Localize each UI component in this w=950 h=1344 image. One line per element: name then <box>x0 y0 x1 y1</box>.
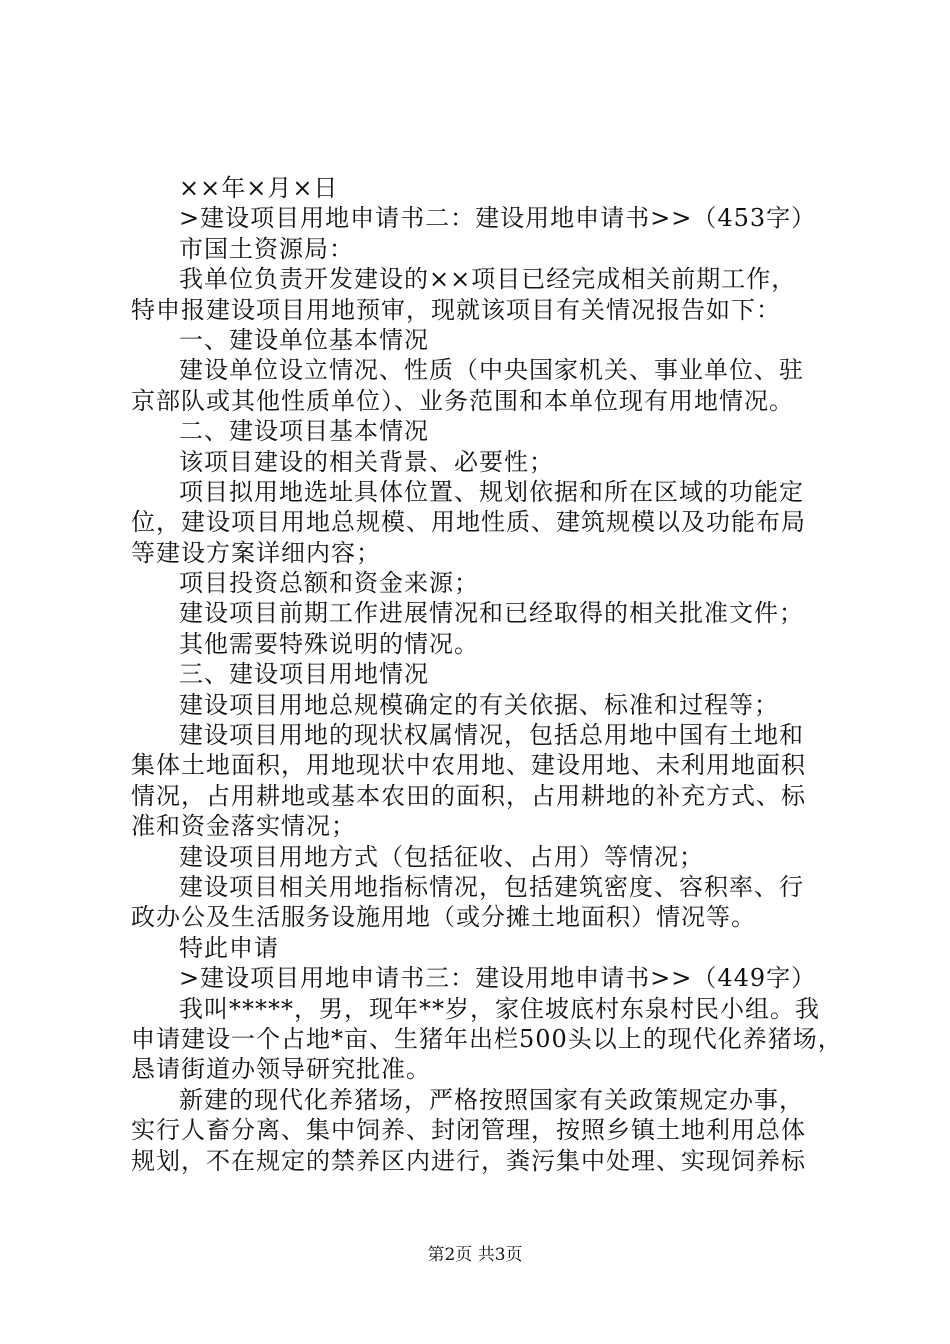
text-line: 情况，占用耕地或基本农田的面积，占用耕地的补充方式、标 <box>131 781 806 810</box>
text-line: 建设项目用地总规模确定的有关依据、标准和过程等； <box>179 690 779 719</box>
page-footer: 第2页 共3页 <box>427 1245 523 1265</box>
text-line: 建设项目相关用地指标情况，包括建筑密度、容积率、行 <box>179 872 804 901</box>
text-line: 项目投资总额和资金来源； <box>179 569 479 598</box>
text-line: 京部队或其他性质单位）、业务范围和本单位现有用地情况。 <box>131 386 794 415</box>
text-line: 政办公及生活服务设施用地（或分摊土地面积）情况等。 <box>131 903 756 932</box>
text-line: 二、建设项目基本情况 <box>179 417 429 446</box>
text-line: 我单位负责开发建设的××项目已经完成相关前期工作， <box>179 265 797 294</box>
text-line: 恳请街道办领导研究批准。 <box>131 1055 431 1084</box>
text-line: 建设单位设立情况、性质（中央国家机关、事业单位、驻 <box>179 356 804 385</box>
text-line: 特此申请 <box>179 933 279 962</box>
text-line: 等建设方案详细内容； <box>131 538 381 567</box>
text-line: >建设项目用地申请书二：建设用地申请书>>（453字） <box>179 204 817 233</box>
text-line: 建设项目前期工作进展情况和已经取得的相关批准文件； <box>179 599 804 628</box>
text-line: >建设项目用地申请书三：建设用地申请书>>（449字） <box>179 964 817 993</box>
text-line: 位，建设项目用地总规模、用地性质、建筑规模以及功能布局 <box>131 508 806 537</box>
text-line: ××年×月×日 <box>179 174 339 202</box>
text-line: 我叫*****，男，现年**岁，家住坡底村东泉村民小组。我 <box>179 994 820 1023</box>
text-line: 项目拟用地选址具体位置、规划依据和所在区域的功能定 <box>179 477 804 506</box>
text-line: 市国土资源局： <box>179 234 354 263</box>
text-line: 建设项目用地的现状权属情况，包括总用地中国有土地和 <box>179 721 804 750</box>
text-line: 实行人畜分离、集中饲养、封闭管理，按照乡镇土地利用总体 <box>131 1116 806 1145</box>
text-line: 规划，不在规定的禁养区内进行，粪污集中处理、实现饲养标 <box>131 1146 806 1175</box>
text-line: 准和资金落实情况； <box>131 812 356 841</box>
text-line: 一、建设单位基本情况 <box>179 325 429 354</box>
document-body <box>131 173 843 1176</box>
text-line: 其他需要特殊说明的情况。 <box>179 629 479 658</box>
text-line: 申请建设一个占地*亩、生猪年出栏500头以上的现代化养猪场， <box>131 1024 843 1053</box>
text-line: 特申报建设项目用地预审，现就该项目有关情况报告如下： <box>131 295 781 324</box>
text-line: 建设项目用地方式（包括征收、占用）等情况； <box>179 842 704 871</box>
text-line: 三、建设项目用地情况 <box>179 660 429 689</box>
text-line: 新建的现代化养猪场，严格按照国家有关政策规定办事， <box>179 1085 804 1114</box>
text-line: 集体土地面积，用地现状中农用地、建设用地、未利用地面积 <box>131 751 806 780</box>
text-line: 该项目建设的相关背景、必要性； <box>179 447 554 476</box>
